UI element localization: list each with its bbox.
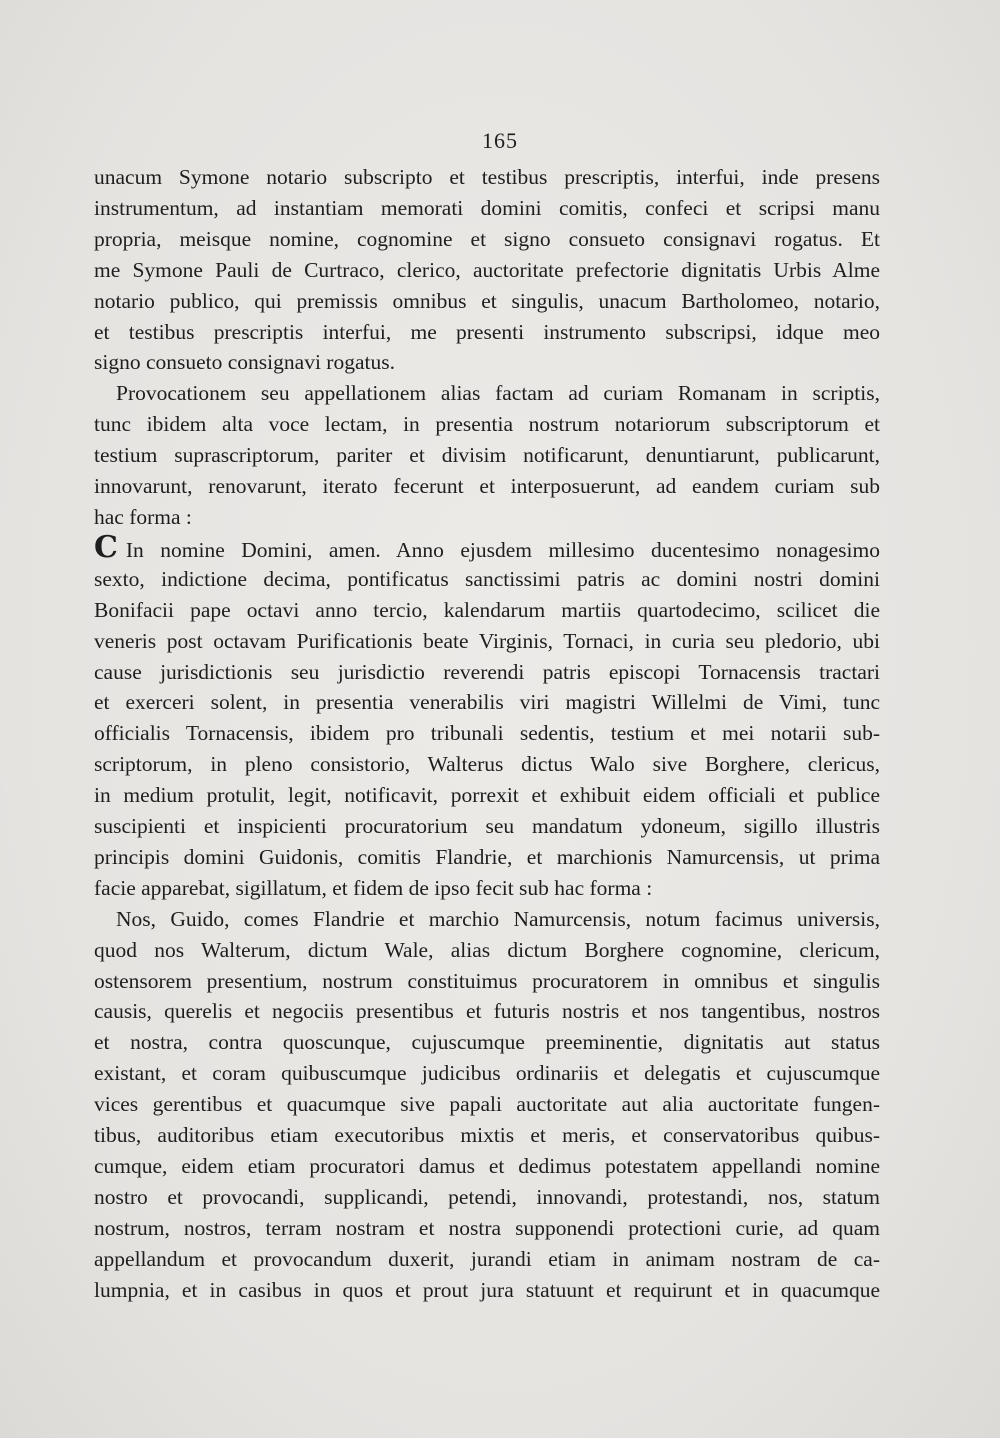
text-line: quod nos Walterum, dictum Wale, alias dictum Borghere cognomine, clericum, xyxy=(94,937,880,962)
text-line: existant, et coram quibuscumque judicibus ordinariis et delegatis et cujuscumque xyxy=(94,1061,880,1086)
text-line: veneris post octavam Purificationis beate Virginis, Tornaci, in curia seu pledorio, ubi xyxy=(94,628,880,653)
text-line: appellandum et provocandum duxerit, jurandi etiam in animam nostram de ca- xyxy=(94,1246,880,1271)
text-line: causis, querelis et negociis presentibus et futuris nostris et nos tangentibus, nostros xyxy=(94,999,880,1024)
text-line: vices gerentibus et quacumque sive papali auctoritate aut alia auctoritate fungen- xyxy=(94,1092,880,1117)
text-line: testium suprascriptorum, pariter et divisim notificarunt, denuntiarunt, publicarunt, xyxy=(94,443,880,468)
text-line: in medium protulit, legit, notificavit, porrexit et exhibuit eidem officiali et publice xyxy=(94,783,880,808)
text-line: suscipienti et inspicienti procuratorium seu mandatum ydoneum, sigillo illustris xyxy=(94,814,880,839)
text-line: In nomine Domini, amen. Anno ejusdem millesimo ducentesimo nonagesimo xyxy=(125,537,880,562)
text-line: cumque, eidem etiam procuratori damus et dedimus potestatem appellandi nomine xyxy=(94,1154,880,1178)
text-line: ostensorem presentium, nostrum constituimus procuratorem in omnibus et singulis xyxy=(94,968,880,993)
text-line: lumpnia, et in casibus in quos et prout jura statuunt et requirunt et in quacumque xyxy=(94,1277,880,1302)
text-line: Bonifacii pape octavi anno tercio, kalendarum martiis quartodecimo, scilicet die xyxy=(94,597,880,622)
text-line: tunc ibidem alta voce lectam, in presentia nostrum notariorum subscriptorum et xyxy=(94,412,880,437)
text-line: Provocationem seu appellationem alias factam ad curiam Romanam in scriptis, xyxy=(116,381,880,406)
text-line: innovarunt, renovarunt, iterato fecerunt et interposuerunt, ad eandem curiam sub xyxy=(94,474,880,499)
text-line: propria, meisque nomine, cognomine et signo consueto consignavi rogatus. Et xyxy=(94,226,880,251)
text-line: sexto, indictione decima, pontificatus sanctissimi patris ac domini nostri domini xyxy=(94,566,880,591)
text-line: facie apparebat, sigillatum, et fidem de ipso fecit sub hac forma : xyxy=(94,875,653,900)
paragraph-mark-initial: C xyxy=(94,532,118,564)
body-text xyxy=(94,162,880,1306)
text-line: me Symone Pauli de Curtraco, clerico, auctoritate prefectorie dignitatis Urbis Alme xyxy=(94,257,880,282)
text-line: et testibus prescriptis interfui, me presenti instrumento subscripsi, idque meo xyxy=(94,319,880,344)
text-line: cause jurisdictionis seu jurisdictio reverendi patris episcopi Tornacensis tractari xyxy=(94,659,880,684)
text-line: et nostra, contra quoscunque, cujuscumque preeminentie, dignitatis aut status xyxy=(94,1030,880,1055)
text-line-with-initial xyxy=(94,533,880,564)
text-line: nostro et provocandi, supplicandi, petendi, innovandi, protestandi, nos, statum xyxy=(94,1184,880,1209)
text-line: instrumentum, ad instantiam memorati domini comitis, confeci et scripsi manu xyxy=(94,195,880,220)
text-line: tibus, auditoribus etiam executoribus mixtis et meris, et conservatoribus quibus- xyxy=(94,1123,880,1148)
text-line: notario publico, qui premissis omnibus et singulis, unacum Bartholomeo, notario, xyxy=(94,288,880,313)
text-line: signo consueto consignavi rogatus. xyxy=(94,350,395,375)
text-line: et exerceri solent, in presentia venerabilis viri magistri Willelmi de Vimi, tunc xyxy=(94,690,880,715)
page-number: 165 xyxy=(482,128,518,153)
text-line: hac forma : xyxy=(94,504,192,529)
text-line: officialis Tornacensis, ibidem pro tribunali sedentis, testium et mei notarii sub- xyxy=(94,721,880,746)
text-line: nostrum, nostros, terram nostram et nostra supponendi protectioni curie, ad quam xyxy=(94,1215,880,1240)
text-line: principis domini Guidonis, comitis Flandrie, et marchionis Namurcensis, ut prima xyxy=(94,844,880,869)
text-line: Nos, Guido, comes Flandrie et marchio Namurcensis, notum facimus universis, xyxy=(116,906,880,931)
text-line: scriptorum, in pleno consistorio, Walterus dictus Walo sive Borghere, clericus, xyxy=(94,752,880,777)
text-line: unacum Symone notario subscripto et testibus prescriptis, interfui, inde presens xyxy=(94,165,880,189)
